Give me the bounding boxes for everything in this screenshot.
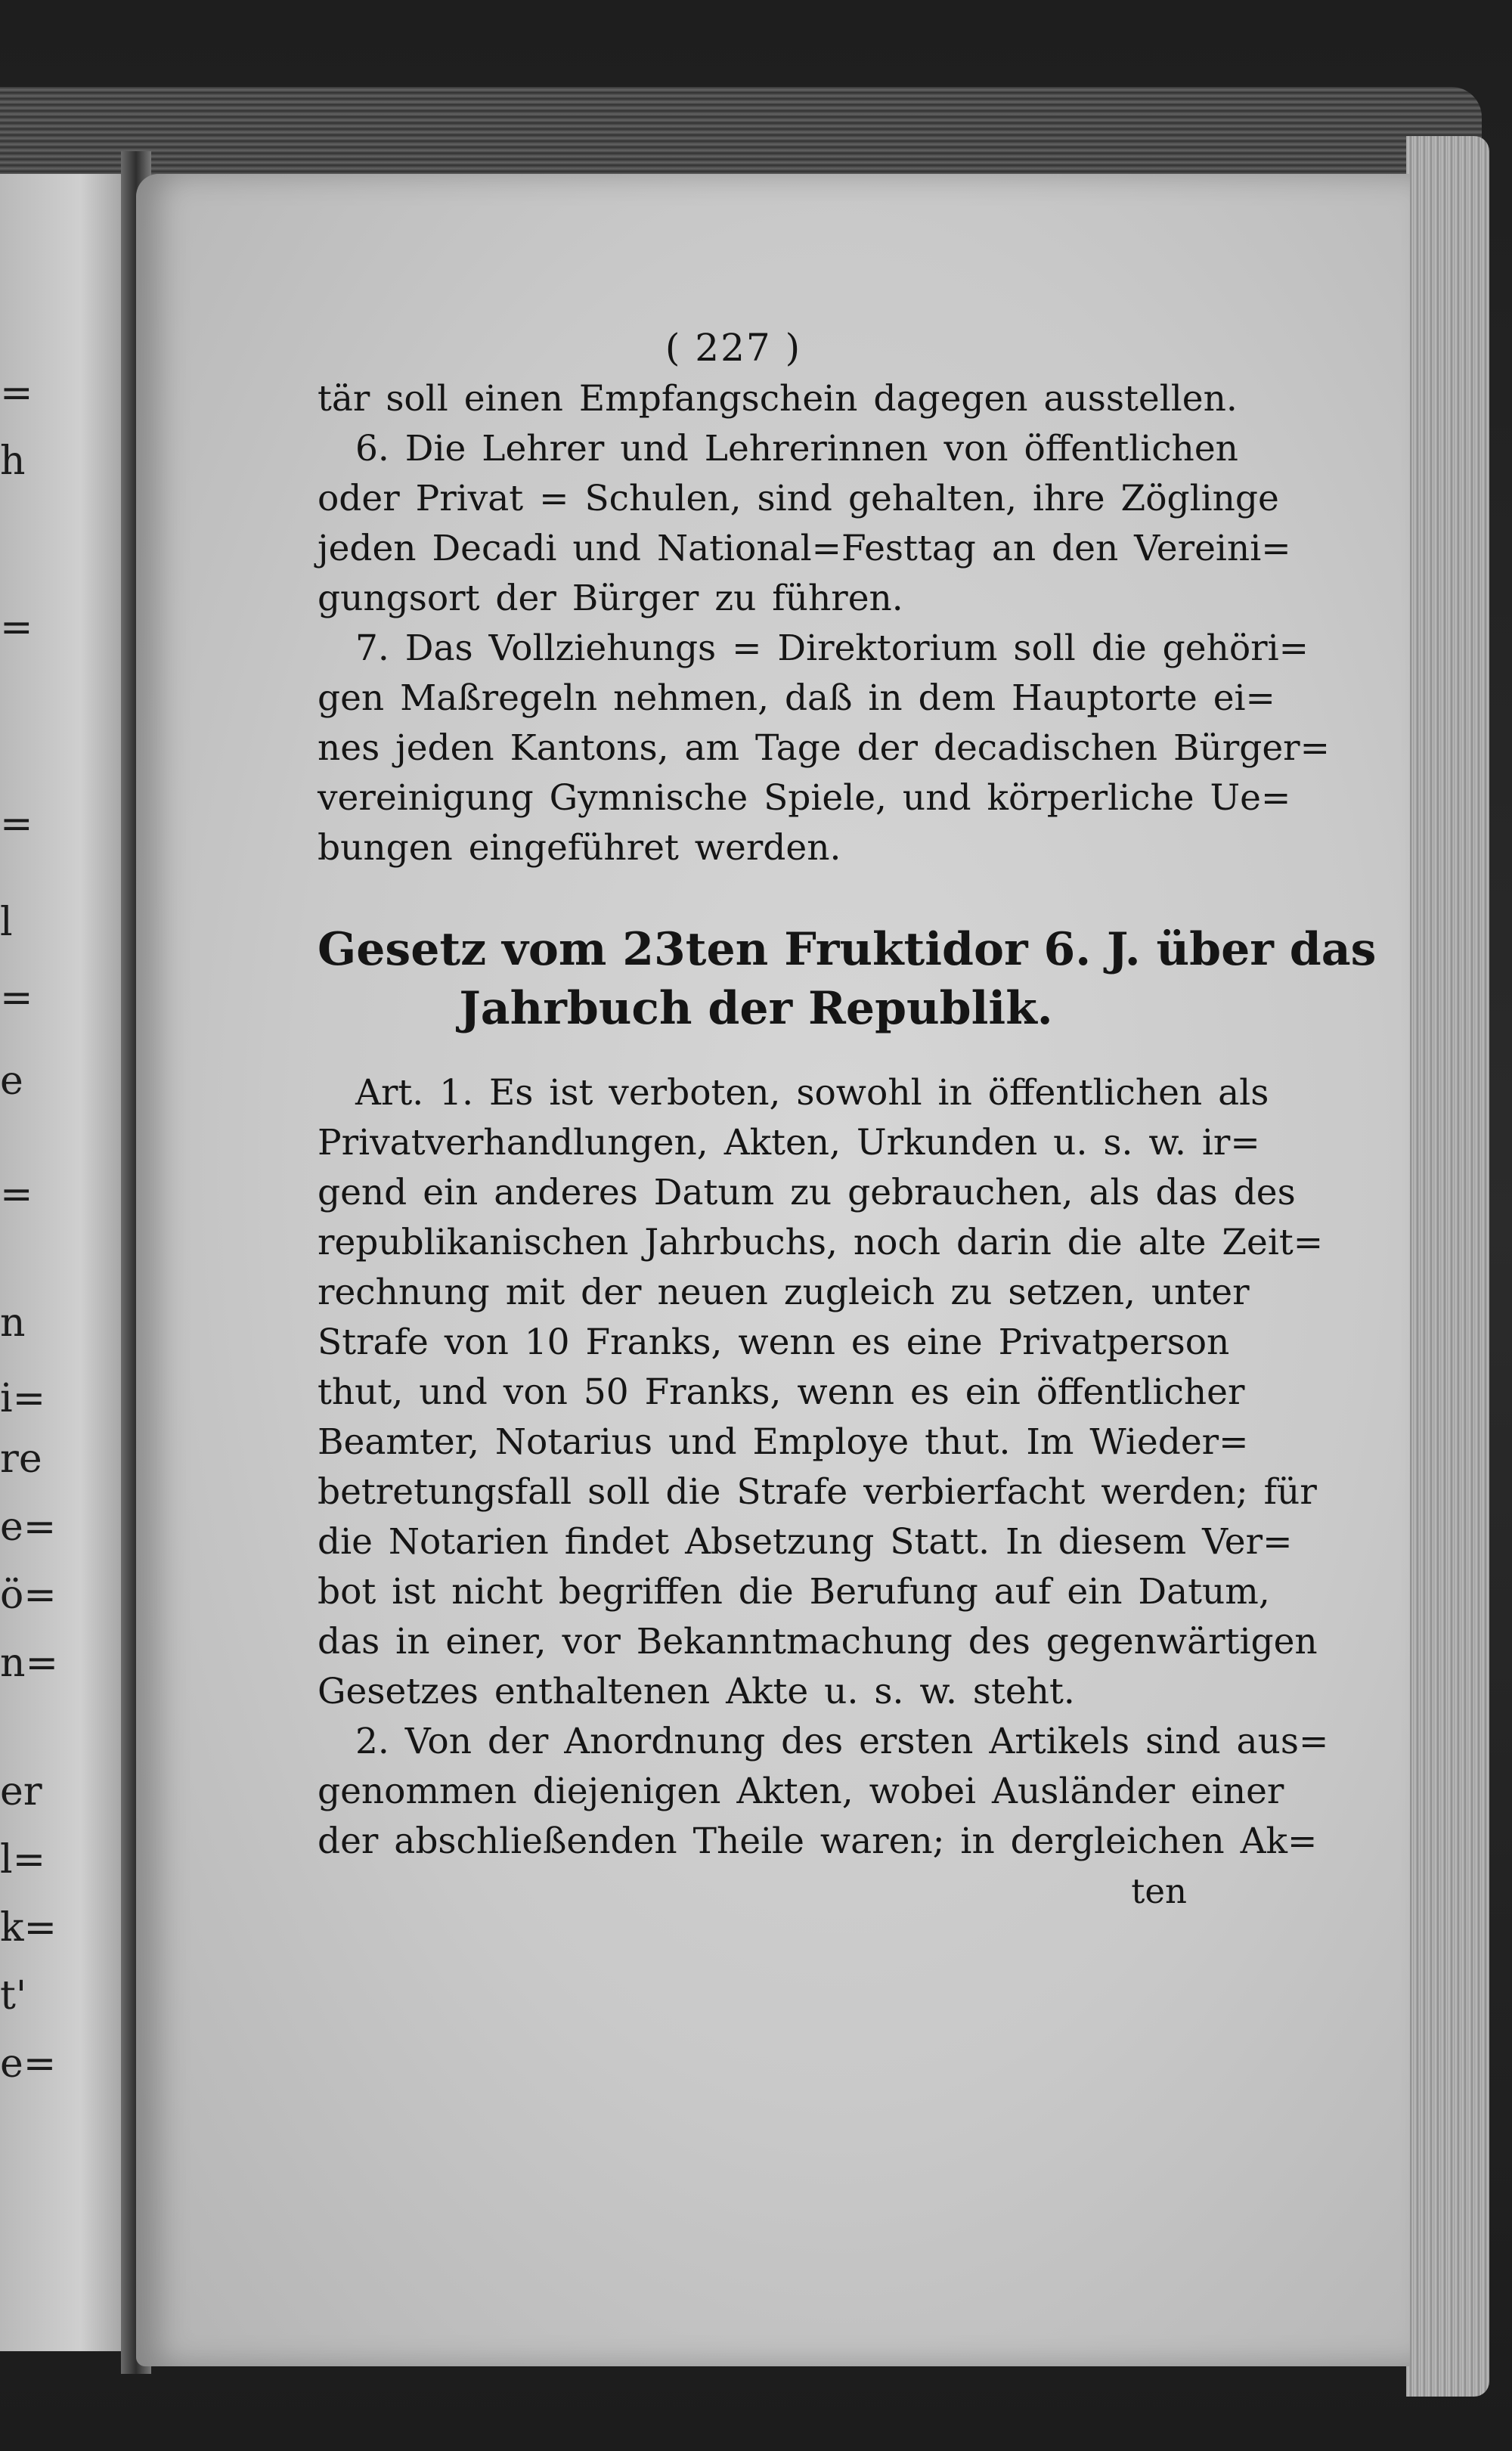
text-line: gen Maßregeln nehmen, daß in dem Hauptorte ei=	[318, 677, 1275, 719]
text-line: republikanischen Jahrbuchs, noch darin die alte Zeit=	[318, 1222, 1324, 1263]
left-page-fragment: l	[0, 900, 13, 945]
text-line: nes jeden Kantons, am Tage der decadischen Bürger=	[318, 727, 1331, 769]
text-line: tär soll einen Empfangschein dagegen ausstellen.	[318, 378, 1238, 420]
left-page-fragment: t'	[0, 1973, 27, 2019]
text-line: vereinigung Gymnische Spiele, und körperliche Ue=	[318, 777, 1291, 819]
heading-line: Jahrbuch der Republik.	[459, 982, 1053, 1035]
catchword: ten	[1131, 1871, 1187, 1911]
text-line: Beamter, Notarius und Employe thut. Im Wieder=	[318, 1421, 1249, 1463]
left-page-fragment: e=	[0, 2041, 57, 2087]
heading-line: Gesetz vom 23ten Fruktidor 6. J. über das	[318, 923, 1377, 976]
left-page-fragment: ö=	[0, 1573, 57, 1618]
left-page-fragment: i=	[0, 1376, 46, 1421]
left-page-fragment: er	[0, 1769, 42, 1814]
left-page-fragment: e	[0, 1058, 23, 1104]
left-page-fragment: =	[0, 975, 33, 1021]
text-line: Strafe von 10 Franks, wenn es eine Privatperson	[318, 1322, 1230, 1363]
text-line: rechnung mit der neuen zugleich zu setzen, unter	[318, 1272, 1250, 1313]
text-line: gend ein anderes Datum zu gebrauchen, als das des	[318, 1172, 1296, 1213]
text-line: die Notarien findet Absetzung Statt. In diesem Ver=	[318, 1521, 1293, 1563]
article-1	[318, 1068, 1324, 1717]
left-page-fragment: h	[0, 438, 26, 484]
page-edges	[1406, 136, 1489, 2397]
text-line: gungsort der Bürger zu führen.	[318, 578, 903, 619]
text-line: bot ist nicht begriffen die Berufung auf ein Datum,	[318, 1571, 1270, 1613]
left-page-fragment: n	[0, 1300, 26, 1346]
text-line: bungen eingeführet werden.	[318, 827, 841, 869]
text-line: das in einer, vor Bekanntmachung des gegenwärtigen	[318, 1621, 1318, 1662]
paragraph-7	[318, 624, 1331, 873]
text-line: Privatverhandlungen, Akten, Urkunden u. s. w. ir=	[318, 1122, 1260, 1164]
paragraph-continuation	[318, 374, 1238, 424]
book-top-edge	[0, 87, 1482, 178]
text-line: betretungsfall soll die Strafe verbierfacht werden; für	[318, 1471, 1317, 1513]
text-line: jeden Decadi und National=Festtag an den Vereini=	[318, 528, 1291, 569]
text-line: oder Privat = Schulen, sind gehalten, ihre Zöglinge	[318, 478, 1279, 519]
left-page-fragment: =	[0, 801, 33, 847]
text-line: Gesetzes enthaltenen Akte u. s. w. steht.	[318, 1671, 1075, 1712]
section-heading	[318, 920, 1377, 1038]
text-line: 6. Die Lehrer und Lehrerinnen von öffentlichen	[355, 428, 1238, 469]
text-line: Art. 1. Es ist verboten, sowohl in öffentlichen als	[355, 1072, 1269, 1114]
left-page-fragment: l=	[0, 1837, 46, 1882]
left-page-fragment: =	[0, 1172, 33, 1217]
text-line: 7. Das Vollziehungs = Direktorium soll die gehöri=	[355, 627, 1309, 669]
left-page-fragment: k=	[0, 1905, 57, 1951]
left-page-text-fragments	[0, 355, 68, 2321]
left-page-fragment: e=	[0, 1504, 57, 1550]
text-line: 2. Von der Anordnung des ersten Artikels sind aus=	[355, 1721, 1329, 1762]
left-page-fragment: re	[0, 1436, 42, 1482]
text-line: der abschließenden Theile waren; in dergleichen Ak=	[318, 1820, 1318, 1862]
text-line: thut, und von 50 Franks, wenn es ein öffentlicher	[318, 1371, 1245, 1413]
paragraph-6	[318, 424, 1291, 624]
left-page-fragment: =	[0, 370, 33, 416]
page-number: ( 227 )	[665, 326, 802, 370]
article-2	[318, 1717, 1329, 1867]
left-page-fragment: n=	[0, 1641, 59, 1686]
left-page	[0, 174, 135, 2351]
page-text-block	[318, 321, 1377, 1916]
text-line: genommen diejenigen Akten, wobei Ausländer einer	[318, 1771, 1284, 1812]
left-page-fragment: =	[0, 605, 33, 650]
